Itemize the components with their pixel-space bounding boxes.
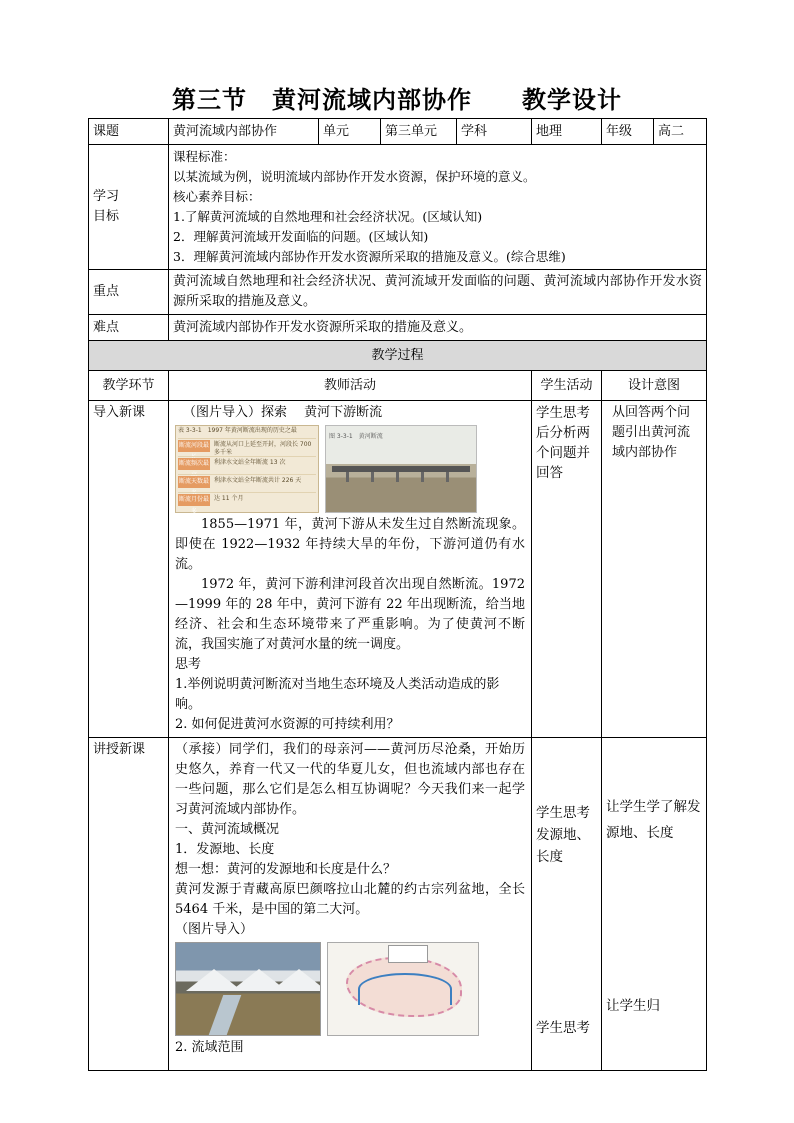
topic-label: 课题 [89,119,169,145]
objective-line: 3．理解黄河流域内部协作开发水资源所采取的措施及意义。(综合思维) [173,249,566,264]
objective-line: 核心素养目标： [173,189,261,204]
process-header-row [89,371,707,401]
intro-figures [175,425,525,513]
intro-heading: （图片导入）探索 黄河下游断流 [183,405,383,420]
subject-value: 地理 [532,119,602,145]
question-1: 1.举例说明黄河断流对当地生态环境及人类活动造成的影响。 [175,677,500,712]
source-mountain-photo [175,942,321,1036]
difficulty-row [89,315,707,341]
objectives-row [89,145,707,270]
student-header: 学生活动 [532,371,602,401]
key-points-row [89,270,707,315]
topic-value: 黄河流域内部协作 [169,119,319,145]
document-title: 第三节 黄河流域内部协作 教学设计 [172,85,622,114]
lecture-teacher-activity [169,738,532,1071]
objective-line: 2．理解黄河流域开发面临的问题。(区域认知) [173,229,429,244]
lecture-figures [175,942,525,1036]
process-band: 教学过程 [89,341,707,371]
teacher-header: 教师活动 [169,371,532,401]
grade-label: 年级 [602,119,654,145]
lecture-next-heading: 2. 流域范围 [175,1040,244,1055]
objective-line: 课程标准： [173,149,236,164]
lecture-question: 想一想：黄河的发源地和长度是什么？ [175,862,397,877]
intro-design-intent: 从回答两个问题引出黄河流域内部协作 [602,401,707,738]
key-points-text: 黄河流域自然地理和社会经济状况、黄河流域开发面临的问题、黄河流域内部协作开发水资源所采取的措施及意义。 [169,270,707,315]
lecture-section-heading: 一、黄河流域概况 [175,822,280,837]
objective-line: 1.了解黄河流域的自然地理和社会经济状况。(区域认知) [173,209,483,224]
intro-student-activity: 学生思考后分析两个问题并回答 [532,401,602,738]
difficulty-label: 难点 [89,315,169,341]
lecture-intro: （承接）同学们，我们的母亲河——黄河历尽沧桑，开始历史悠久，养育一代又一代的华夏儿女，但也流域内部也存在一些问题，那么它们是怎么相互协调呢？今天我们来一起学习黄河流域内部协作。 [175,742,525,817]
lecture-stage: 讲授新课 [89,738,169,1071]
lecture-student-activity: 学生思考发源地、长度 学生思考 [532,738,602,1071]
unit-label: 单元 [319,119,381,145]
grade-value: 高二 [654,119,707,145]
intro-stage: 导入新课 [89,401,169,738]
intent-header: 设计意图 [602,371,707,401]
river-drought-photo: 图 3-3-1 黄河断流 [325,425,477,513]
key-points-label: 重点 [89,270,169,315]
lecture-subheading: 1．发源地、长度 [175,842,275,857]
process-band-row [89,341,707,371]
unit-value: 第三单元 [381,119,457,145]
objectives-label: 学习目标 [89,145,169,270]
think-label: 思考 [175,657,202,672]
drought-stats-figure: 表 3-3-1 1997 年黄河断流出现的历史之最 断流河段最 断流从河口上延至开封，河段长 700 多千米 断流频次最 利津水文站全年断流 13 次 断流天数最 利津水文站全年断流共计 226 天 断流月份最多 达 11 个月 [175,425,319,513]
lecture-image-note: （图片导入） [175,922,254,937]
lecture-answer: 黄河发源于青藏高原巴颜喀拉山北麓的约古宗列盆地，全长 5464 千米，是中国的第二大河。 [175,882,525,917]
objectives-content [169,145,707,270]
intro-paragraph: 1972 年，黄河下游利津河段首次出现自然断流。1972—1999 年的 28 年中，黄河下游有 22 年出现断流，给当地经济、社会和生态环境带来了严重影响。为了使黄河不断流，我国实施了对黄河水量的统一调度。 [175,577,525,652]
difficulty-text: 黄河流域内部协作开发水资源所采取的措施及意义。 [169,315,707,341]
header-row [89,119,707,145]
question-2: 2. 如何促进黄河水资源的可持续利用？ [175,717,400,732]
objective-line: 以某流域为例，说明流域内部协作开发水资源，保护环境的意义。 [173,169,536,184]
lesson-plan-table [88,118,707,1071]
lecture-design-intent: 让学生学了解发源地、长度 让学生归 [602,738,707,1071]
yellow-river-basin-map [327,942,479,1036]
lecture-row [89,738,707,1071]
stage-header: 教学环节 [89,371,169,401]
subject-label: 学科 [457,119,532,145]
intro-paragraph: 1855—1971 年，黄河下游从未发生过自然断流现象。即使在 1922—1932 年持续大旱的年份，下游河道仍有水流。 [175,517,525,572]
intro-row [89,401,707,738]
intro-teacher-activity [169,401,532,738]
